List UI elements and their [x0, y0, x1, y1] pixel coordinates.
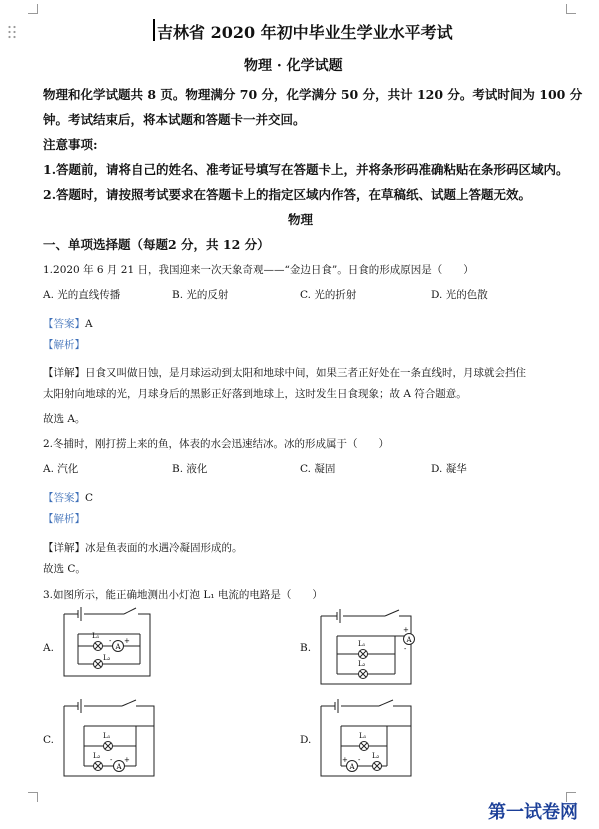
detail-tag: 【详解】	[43, 542, 85, 554]
section-title: 一、单项选择题（每题2 分，共 12 分）	[43, 237, 270, 252]
ammeter-label: A	[349, 763, 355, 771]
lamp-l2-label: L₂	[103, 654, 111, 662]
question-2-detail-line-1	[43, 536, 243, 555]
circuit-b-label: B.	[300, 642, 312, 654]
ammeter-label: A	[115, 643, 121, 651]
crop-mark-icon	[566, 4, 576, 14]
lamp-l2-label: L₂	[358, 660, 366, 668]
question-1-option-c: C. 光的折射	[300, 289, 357, 301]
notes-item-1: 1.答题前，请将自己的姓名、准考证号填写在答题卡上，并将条形码准确粘贴在条形码区域内。	[43, 162, 569, 177]
circuit-a-label: A.	[43, 642, 54, 654]
question-1-option-b: B. 光的反射	[172, 289, 229, 301]
question-2-stem: 2.冬捕时，刚打捞上来的鱼，体表的水会迅速结冰。冰的形成属于（ ）	[43, 438, 390, 450]
question-1-answer	[43, 312, 93, 331]
intro-line-1: 物理和化学试题共 8 页。物理满分 70 分，化学满分 50 分，共计 120 分。考试时间为 100 分	[43, 87, 583, 102]
lamp-l1-label: L₁	[92, 632, 100, 640]
polarity-plus: +	[124, 637, 130, 645]
polarity-plus: +	[342, 756, 348, 764]
answer-value: A	[85, 318, 93, 330]
question-3-stem: 3.如图所示，能正确地测出小灯泡 L₁ 电流的电路是（ ）	[43, 589, 323, 601]
lamp-l2-label: L₂	[372, 752, 380, 760]
circuit-a-diagram	[58, 604, 158, 686]
ammeter-label: A	[116, 763, 122, 771]
circuit-c-label: C.	[43, 734, 54, 746]
question-1-detail-line-2: 太阳射向地球的光，月球身后的黑影正好落到地球上，这时发生日食现象；故 A 符合题意。	[43, 388, 467, 400]
question-2-conclusion: 故选 C。	[43, 563, 86, 575]
question-2-option-a: A. 汽化	[43, 463, 79, 475]
notes-item-2: 2.答题时，请按照考试要求在答题卡上的指定区域内作答，在草稿纸、试题上答题无效。	[43, 187, 532, 202]
question-1-analysis-tag: 【解析】	[43, 339, 85, 351]
page-subtitle: 物理 · 化学试题	[244, 58, 343, 74]
lamp-l1-label: L₁	[358, 640, 366, 648]
question-1-option-d: D. 光的色散	[431, 289, 488, 301]
question-2-option-c: C. 凝固	[300, 463, 336, 475]
circuit-c-diagram	[58, 696, 168, 782]
page-title: 吉林省 2020 年初中毕业生学业水平考试	[157, 23, 453, 42]
crop-mark-icon	[28, 4, 38, 14]
question-2-answer	[43, 486, 93, 505]
question-2-option-b: B. 液化	[172, 463, 208, 475]
polarity-minus: -	[358, 756, 361, 764]
polarity-plus: +	[403, 626, 409, 634]
detail-tag: 【详解】	[43, 367, 85, 379]
question-1-stem: 1.2020 年 6 月 21 日，我国迎来一次天象奇观——“金边日食”。日食的形成原因是（ ）	[43, 264, 474, 276]
notes-heading: 注意事项:	[43, 137, 98, 152]
answer-tag: 【答案】	[43, 318, 85, 330]
ammeter-label: A	[406, 636, 412, 644]
question-1-conclusion: 故选 A。	[43, 413, 86, 425]
watermark-logo: 第一试卷网	[488, 802, 578, 823]
answer-tag: 【答案】	[43, 492, 85, 504]
question-2-analysis-tag: 【解析】	[43, 513, 85, 525]
circuit-b-diagram	[315, 606, 425, 692]
text-cursor	[153, 19, 155, 41]
intro-line-2: 钟。考试结束后，将本试题和答题卡一并交回。	[43, 112, 306, 127]
polarity-minus: -	[109, 637, 112, 645]
answer-value: C	[85, 492, 94, 504]
circuit-d-label: D.	[300, 734, 312, 746]
polarity-minus: -	[404, 645, 407, 653]
detail-text: 冰是鱼表面的水遇冷凝固形成的。	[85, 542, 243, 554]
question-2-option-d: D. 凝华	[431, 463, 467, 475]
circuit-d-diagram	[315, 696, 425, 782]
subject-heading: 物理	[288, 212, 314, 227]
lamp-l1-label: L₁	[359, 732, 367, 740]
crop-mark-icon	[28, 792, 38, 802]
lamp-l1-label: L₁	[103, 732, 111, 740]
question-1-detail-line-1	[43, 361, 526, 380]
polarity-plus: +	[124, 756, 130, 764]
detail-text: 日食又叫做日蚀，是月球运动到太阳和地球中间，如果三者正好处在一条直线时，月球就会挡住	[85, 367, 526, 379]
polarity-minus: -	[110, 756, 113, 764]
lamp-l2-label: L₂	[93, 752, 101, 760]
question-1-option-a: A. 光的直线传播	[43, 289, 121, 301]
drag-handle-icon[interactable]	[7, 24, 17, 38]
